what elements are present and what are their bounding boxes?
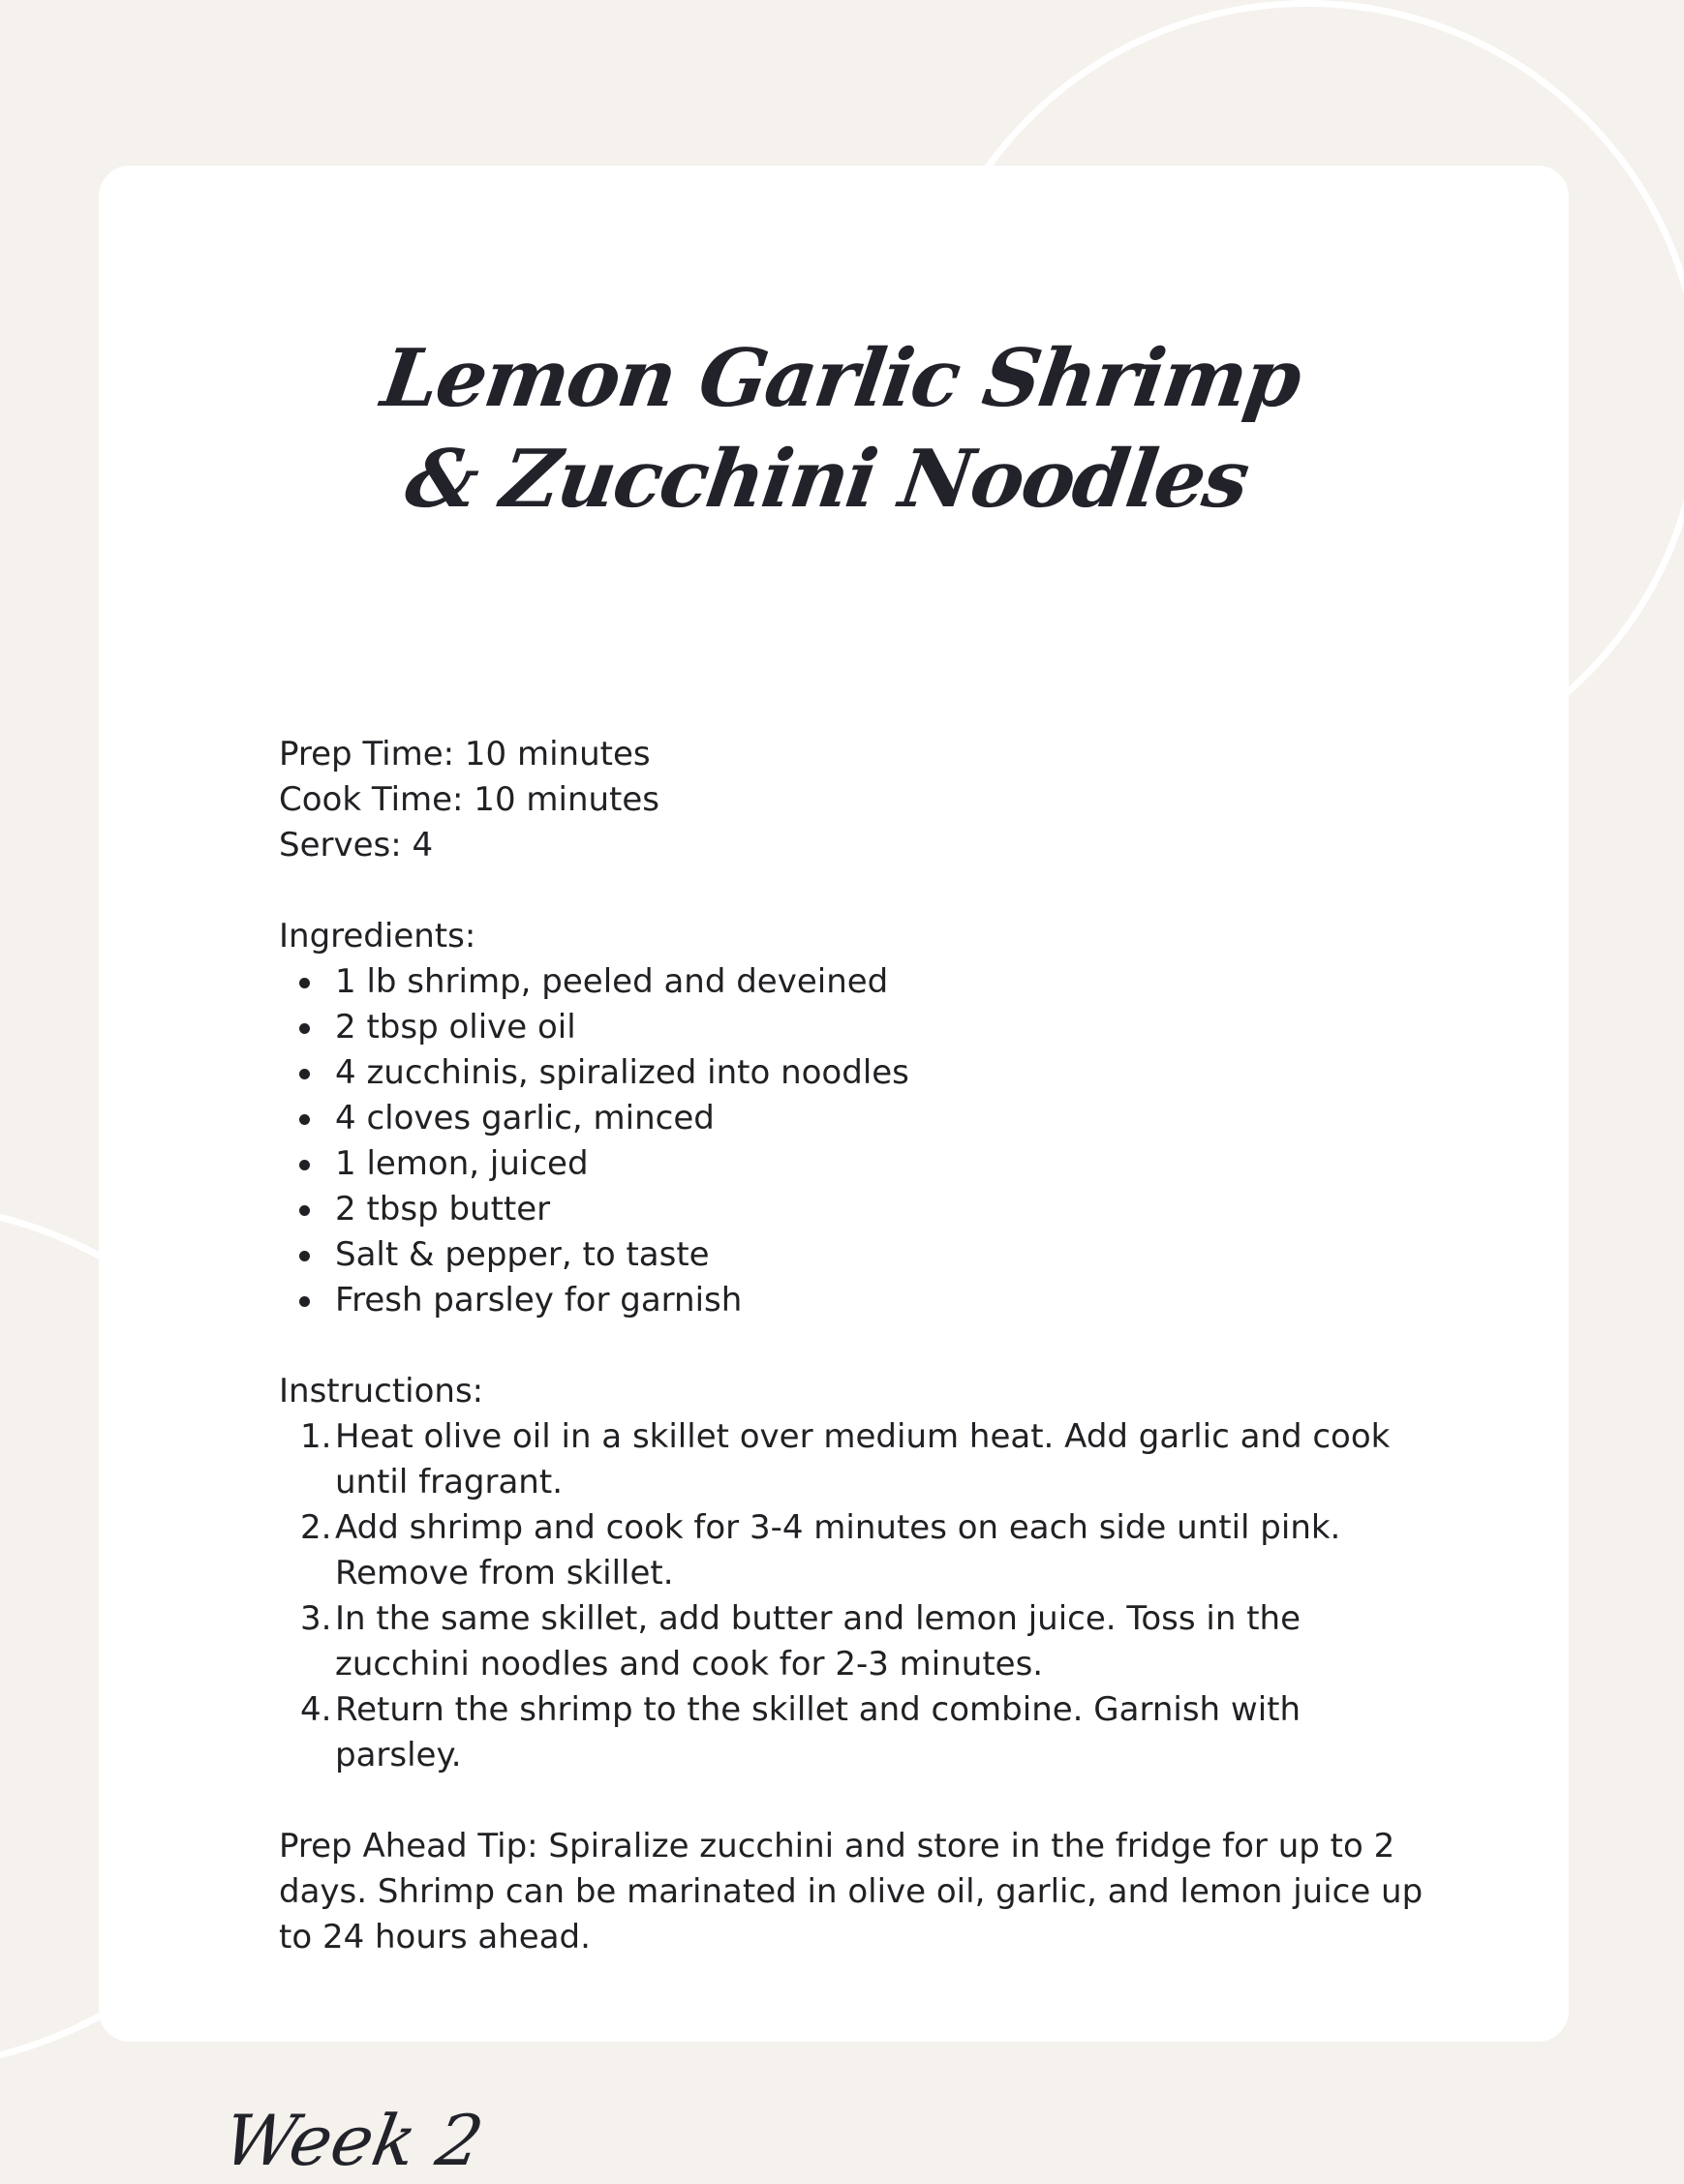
instruction-step bbox=[279, 1596, 1429, 1687]
week-label: Week 2 bbox=[217, 2100, 490, 2181]
instructions-heading: Instructions: bbox=[279, 1372, 484, 1410]
recipe-content bbox=[279, 732, 1538, 1960]
ingredient-item: 2 tbsp olive oil bbox=[279, 1005, 1538, 1050]
prep-time: Prep Time: 10 minutes bbox=[279, 735, 651, 774]
step-text: Return the shrimp to the skillet and combine. Garnish with parsley. bbox=[335, 1690, 1301, 1774]
ingredient-item: 4 cloves garlic, minced bbox=[279, 1096, 1538, 1141]
ingredients-list bbox=[279, 959, 1538, 1323]
instruction-step bbox=[279, 1687, 1429, 1778]
ingredient-item: Fresh parsley for garnish bbox=[279, 1278, 1538, 1323]
instructions-list bbox=[279, 1414, 1538, 1778]
step-text: Heat olive oil in a skillet over medium heat. Add garlic and cook until fragrant. bbox=[335, 1417, 1391, 1502]
recipe-title-line-1: Lemon Garlic Shrimp bbox=[376, 332, 1305, 425]
step-number: 3. bbox=[300, 1599, 332, 1638]
instruction-step bbox=[279, 1414, 1429, 1505]
ingredient-item: 2 tbsp butter bbox=[279, 1187, 1538, 1232]
recipe-title bbox=[84, 328, 1582, 530]
ingredient-item: Salt & pepper, to taste bbox=[279, 1232, 1538, 1278]
step-number: 2. bbox=[300, 1508, 332, 1547]
spacer bbox=[279, 1323, 1538, 1369]
step-text: Add shrimp and cook for 3-4 minutes on each side until pink. Remove from skillet. bbox=[335, 1508, 1341, 1592]
ingredients-heading: Ingredients: bbox=[279, 917, 476, 956]
spacer bbox=[279, 868, 1538, 914]
cook-time: Cook Time: 10 minutes bbox=[279, 780, 660, 819]
serves: Serves: 4 bbox=[279, 826, 434, 864]
prep-ahead-tip: Prep Ahead Tip: Spiralize zucchini and store in the fridge for up to 2 days. Shrimp can be marinated in olive oil, garlic, and lemon juice up to 24 hours ahead. bbox=[279, 1827, 1424, 1956]
ingredient-item: 4 zucchinis, spiralized into noodles bbox=[279, 1050, 1538, 1096]
step-number: 1. bbox=[300, 1417, 332, 1456]
step-number: 4. bbox=[300, 1690, 332, 1729]
ingredient-item: 1 lb shrimp, peeled and deveined bbox=[279, 959, 1538, 1005]
step-text: In the same skillet, add butter and lemon juice. Toss in the zucchini noodles and cook for 2-3 minutes. bbox=[335, 1599, 1301, 1684]
recipe-title-line-2: & Zucchini Noodles bbox=[400, 433, 1254, 526]
ingredient-item: 1 lemon, juiced bbox=[279, 1141, 1538, 1187]
spacer bbox=[279, 1778, 1538, 1824]
recipe-card bbox=[99, 166, 1569, 2181]
instruction-step bbox=[279, 1505, 1429, 1596]
